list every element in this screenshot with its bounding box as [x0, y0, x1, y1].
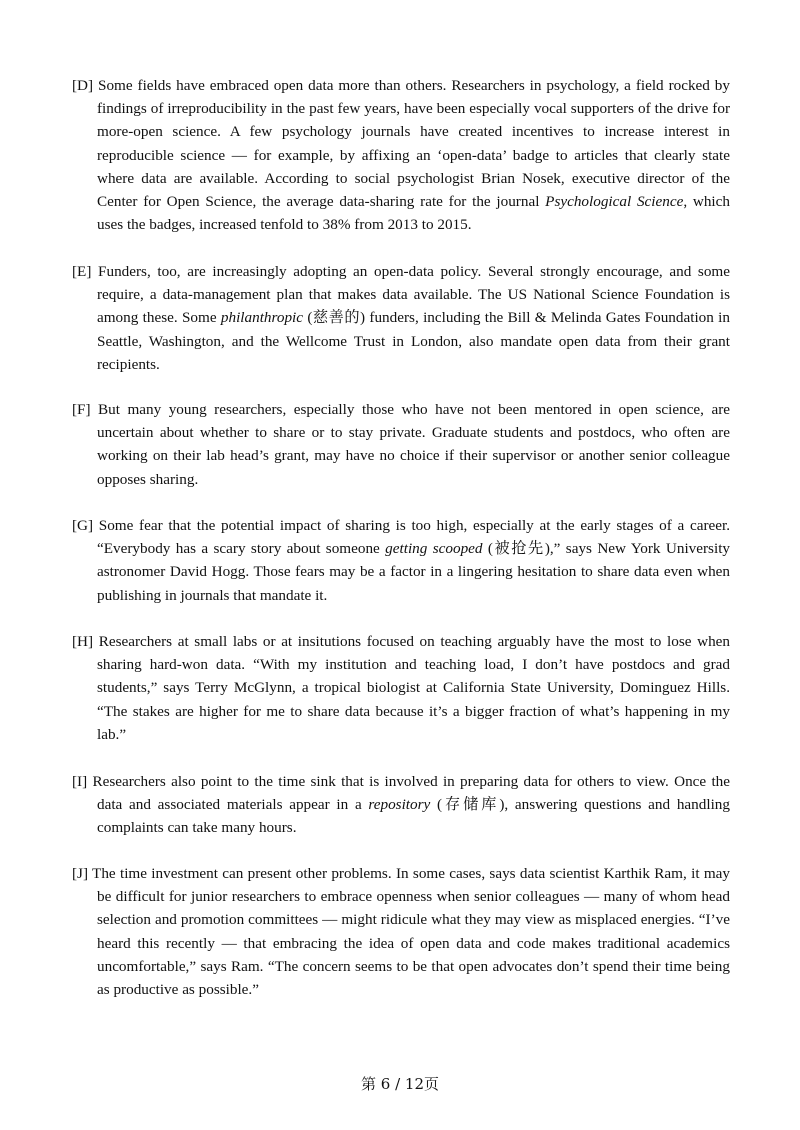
paragraph-d	[72, 74, 730, 236]
paragraph-text: [D] Some fields have embraced open data more than others. Researchers in psychology, a field rocked by findings of irreproducibility in the past few years, have been especially vocal supporters of the drive for more-open science. A few psychology journals have created incentives to increase interest in reproducible science — for example, by affixing an ‘open-data’ badge to articles that clearly state where data are available. According to social psychologist Brian Nosek, executive director of the Center for Open Science, the average data-sharing rate for the journal	[72, 77, 730, 211]
italic-term: Psychological Science	[545, 193, 684, 211]
paragraph-text: [H] Researchers at small labs or at insitutions focused on teaching arguably have the most to lose when sharing hard-won data. “With my institution and teaching load, I don’t have postdocs and grad students,” says Terry McGlynn, a tropical biologist at California State University, Dominguez Hills. “The stakes are higher for me to share data because it’s a bigger fraction of what’s happening in my lab.”	[72, 633, 730, 743]
italic-term: philanthropic	[220, 309, 304, 327]
paragraph-text: [J] The time investment can present other problems. In some cases, says data scientist Karthik Ram, it may be difficult for junior researchers to embrace openness when senior colleagues — many of whom head selection and promotion committees — might ridicule what they may view as misplaced energies. “I’ve heard this recently — that embracing the idea of open data and code makes traditional academics uncomfortable,” says Ram. “The concern seems to be that open advocates don’t spend their time being as productive as possible.”	[72, 865, 730, 999]
paragraph-e	[72, 260, 730, 376]
paragraph-f	[72, 398, 730, 491]
paragraph-text: [G] Some fear that the potential impact of sharing is too high, especially at the early stages of a career. “Everybody has a scary story about someone	[72, 517, 730, 558]
italic-term: getting scooped	[385, 540, 483, 558]
paragraph-text: [I] Researchers also point to the time sink that is involved in preparing data for others to view. Once the data and associated materials appear in a	[72, 773, 730, 814]
paragraph-text: [E] Funders, too, are increasingly adopting an open-data policy. Several strongly encourage, and some require, a data-management plan that makes data available. The US National Science Foundation is among these. Some	[72, 263, 730, 327]
page-number-footer: 第 6 / 12页	[361, 1075, 439, 1093]
paragraph-i	[72, 770, 730, 840]
paragraph-h	[72, 630, 730, 746]
paragraph-text: (被抢先),” says New York University astronomer David Hogg. Those fears may be a factor in a lingering hesitation to share data even when publishing in journals that mandate it.	[97, 540, 731, 604]
italic-term: repository	[368, 796, 431, 814]
paragraph-text: [F] But many young researchers, especially those who have not been mentored in open science, are uncertain about whether to share or to stay private. Graduate students and postdocs, who often are working on their lab head’s grant, may have no choice if their supervisor or another senior colleague opposes sharing.	[72, 401, 730, 488]
paragraph-g	[72, 514, 730, 607]
paragraph-j	[72, 862, 730, 1001]
paragraph-text: (慈善的) funders, including the Bill & Melinda Gates Foundation in Seattle, Washington, and the Wellcome Trust in London, also mandate open data from their grant recipients.	[97, 309, 730, 373]
paragraph-text: (存储库), answering questions and handling complaints can take many hours.	[97, 796, 730, 837]
paragraph-text: , which uses the badges, increased tenfold to 38% from 2013 to 2015.	[97, 193, 730, 234]
